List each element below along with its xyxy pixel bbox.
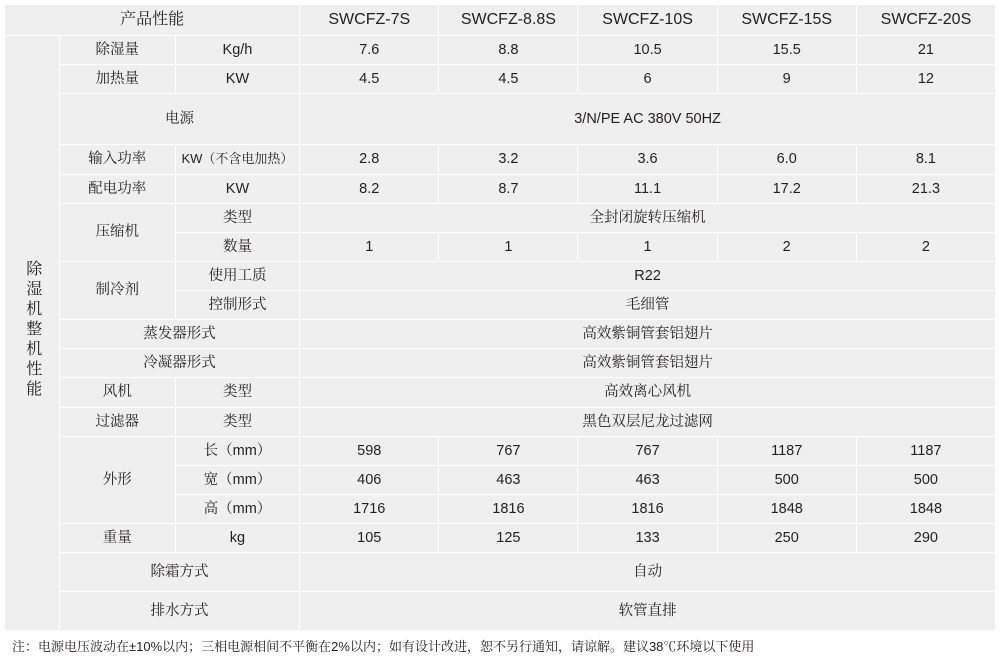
cell-value: 1187 xyxy=(717,436,856,465)
row-label-dehumidify: 除湿量 xyxy=(59,36,175,65)
cell-value: 500 xyxy=(717,465,856,494)
model-header-5: SWCFZ-20S xyxy=(856,5,995,36)
row-label-refrigerant: 制冷剂 xyxy=(59,261,175,319)
row-unit-input-power: KW（不含电加热） xyxy=(175,145,299,174)
cell-value: 767 xyxy=(578,436,717,465)
cell-value-defrost: 自动 xyxy=(300,553,996,592)
cell-value: 500 xyxy=(856,465,995,494)
row-label-distribution-power: 配电功率 xyxy=(59,174,175,203)
cell-value-condenser: 高效紫铜管套铝翅片 xyxy=(300,349,996,378)
cell-value: 1 xyxy=(439,232,578,261)
row-unit-heating: KW xyxy=(175,65,299,94)
cell-value: 6 xyxy=(578,65,717,94)
cell-value: 125 xyxy=(439,524,578,553)
row-label-heating: 加热量 xyxy=(59,65,175,94)
cell-value: 250 xyxy=(717,524,856,553)
cell-value: 2.8 xyxy=(300,145,439,174)
cell-value-refrigerant-control: 毛细管 xyxy=(300,291,996,320)
table-row xyxy=(5,203,996,232)
cell-value: 463 xyxy=(439,465,578,494)
table-row xyxy=(5,65,996,94)
row-unit-distribution-power: KW xyxy=(175,174,299,203)
cell-value: 105 xyxy=(300,524,439,553)
model-header-3: SWCFZ-10S xyxy=(578,5,717,36)
table-row xyxy=(5,407,996,436)
cell-value: 1848 xyxy=(856,494,995,523)
row-label-weight: 重量 xyxy=(59,524,175,553)
table-row xyxy=(5,320,996,349)
header-title: 产品性能 xyxy=(5,5,300,36)
cell-value: 17.2 xyxy=(717,174,856,203)
row-unit-dehumidify: Kg/h xyxy=(175,36,299,65)
row-unit-weight: kg xyxy=(175,524,299,553)
table-row xyxy=(5,592,996,631)
cell-value: 406 xyxy=(300,465,439,494)
cell-value: 1 xyxy=(300,232,439,261)
table-row xyxy=(5,553,996,592)
row-label-compressor: 压缩机 xyxy=(59,203,175,261)
cell-value: 8.7 xyxy=(439,174,578,203)
cell-value-power-supply: 3/N/PE AC 380V 50HZ xyxy=(300,94,996,145)
cell-value: 21.3 xyxy=(856,174,995,203)
row-sublabel-filter-type: 类型 xyxy=(175,407,299,436)
table-row xyxy=(5,436,996,465)
table-row xyxy=(5,524,996,553)
cell-value-evaporator: 高效紫铜管套铝翅片 xyxy=(300,320,996,349)
cell-value-drainage: 软管直排 xyxy=(300,592,996,631)
model-header-1: SWCFZ-7S xyxy=(300,5,439,36)
cell-value: 6.0 xyxy=(717,145,856,174)
cell-value: 4.5 xyxy=(439,65,578,94)
row-label-dimensions: 外形 xyxy=(59,436,175,523)
row-label-filter: 过滤器 xyxy=(59,407,175,436)
cell-value: 598 xyxy=(300,436,439,465)
cell-value: 7.6 xyxy=(300,36,439,65)
table-header-row xyxy=(5,5,996,36)
cell-value: 290 xyxy=(856,524,995,553)
table-row xyxy=(5,174,996,203)
row-sublabel-width: 宽（mm） xyxy=(175,465,299,494)
row-sublabel-compressor-qty: 数量 xyxy=(175,232,299,261)
specification-table xyxy=(4,4,996,631)
cell-value-compressor-type: 全封闭旋转压缩机 xyxy=(300,203,996,232)
cell-value: 8.1 xyxy=(856,145,995,174)
table-row xyxy=(5,261,996,290)
cell-value: 767 xyxy=(439,436,578,465)
row-label-evaporator: 蒸发器形式 xyxy=(59,320,299,349)
cell-value: 463 xyxy=(578,465,717,494)
table-row xyxy=(5,94,996,145)
table-row xyxy=(5,36,996,65)
row-sublabel-refrigerant-medium: 使用工质 xyxy=(175,261,299,290)
table-row xyxy=(5,349,996,378)
side-label xyxy=(5,36,60,631)
cell-value: 2 xyxy=(856,232,995,261)
cell-value: 3.2 xyxy=(439,145,578,174)
cell-value: 9 xyxy=(717,65,856,94)
cell-value: 8.2 xyxy=(300,174,439,203)
cell-value-refrigerant-medium: R22 xyxy=(300,261,996,290)
row-sublabel-length: 长（mm） xyxy=(175,436,299,465)
row-sublabel-refrigerant-control: 控制形式 xyxy=(175,291,299,320)
footnote: 注：电源电压波动在±10%以内；三相电源相间不平衡在2%以内；如有设计改进，恕不另行通知，请谅解。建议38℃环境以下使用 xyxy=(12,639,755,655)
cell-value-filter: 黑色双层尼龙过滤网 xyxy=(300,407,996,436)
cell-value: 1816 xyxy=(578,494,717,523)
row-label-input-power: 输入功率 xyxy=(59,145,175,174)
row-sublabel-fan-type: 类型 xyxy=(175,378,299,407)
cell-value: 3.6 xyxy=(578,145,717,174)
cell-value: 12 xyxy=(856,65,995,94)
row-sublabel-compressor-type: 类型 xyxy=(175,203,299,232)
row-label-fan: 风机 xyxy=(59,378,175,407)
table-row xyxy=(5,145,996,174)
model-header-4: SWCFZ-15S xyxy=(717,5,856,36)
cell-value: 1 xyxy=(578,232,717,261)
row-label-defrost: 除霜方式 xyxy=(59,553,299,592)
cell-value: 1716 xyxy=(300,494,439,523)
side-label-text: 除湿机整机性能 xyxy=(23,260,41,401)
table-row xyxy=(5,378,996,407)
row-sublabel-height: 高（mm） xyxy=(175,494,299,523)
row-label-drainage: 排水方式 xyxy=(59,592,299,631)
cell-value: 1816 xyxy=(439,494,578,523)
cell-value: 21 xyxy=(856,36,995,65)
cell-value: 15.5 xyxy=(717,36,856,65)
row-label-power-supply: 电源 xyxy=(59,94,299,145)
cell-value: 1187 xyxy=(856,436,995,465)
cell-value: 11.1 xyxy=(578,174,717,203)
row-label-condenser: 冷凝器形式 xyxy=(59,349,299,378)
cell-value: 4.5 xyxy=(300,65,439,94)
cell-value-fan: 高效离心风机 xyxy=(300,378,996,407)
cell-value: 8.8 xyxy=(439,36,578,65)
cell-value: 2 xyxy=(717,232,856,261)
cell-value: 1848 xyxy=(717,494,856,523)
cell-value: 10.5 xyxy=(578,36,717,65)
model-header-2: SWCFZ-8.8S xyxy=(439,5,578,36)
cell-value: 133 xyxy=(578,524,717,553)
